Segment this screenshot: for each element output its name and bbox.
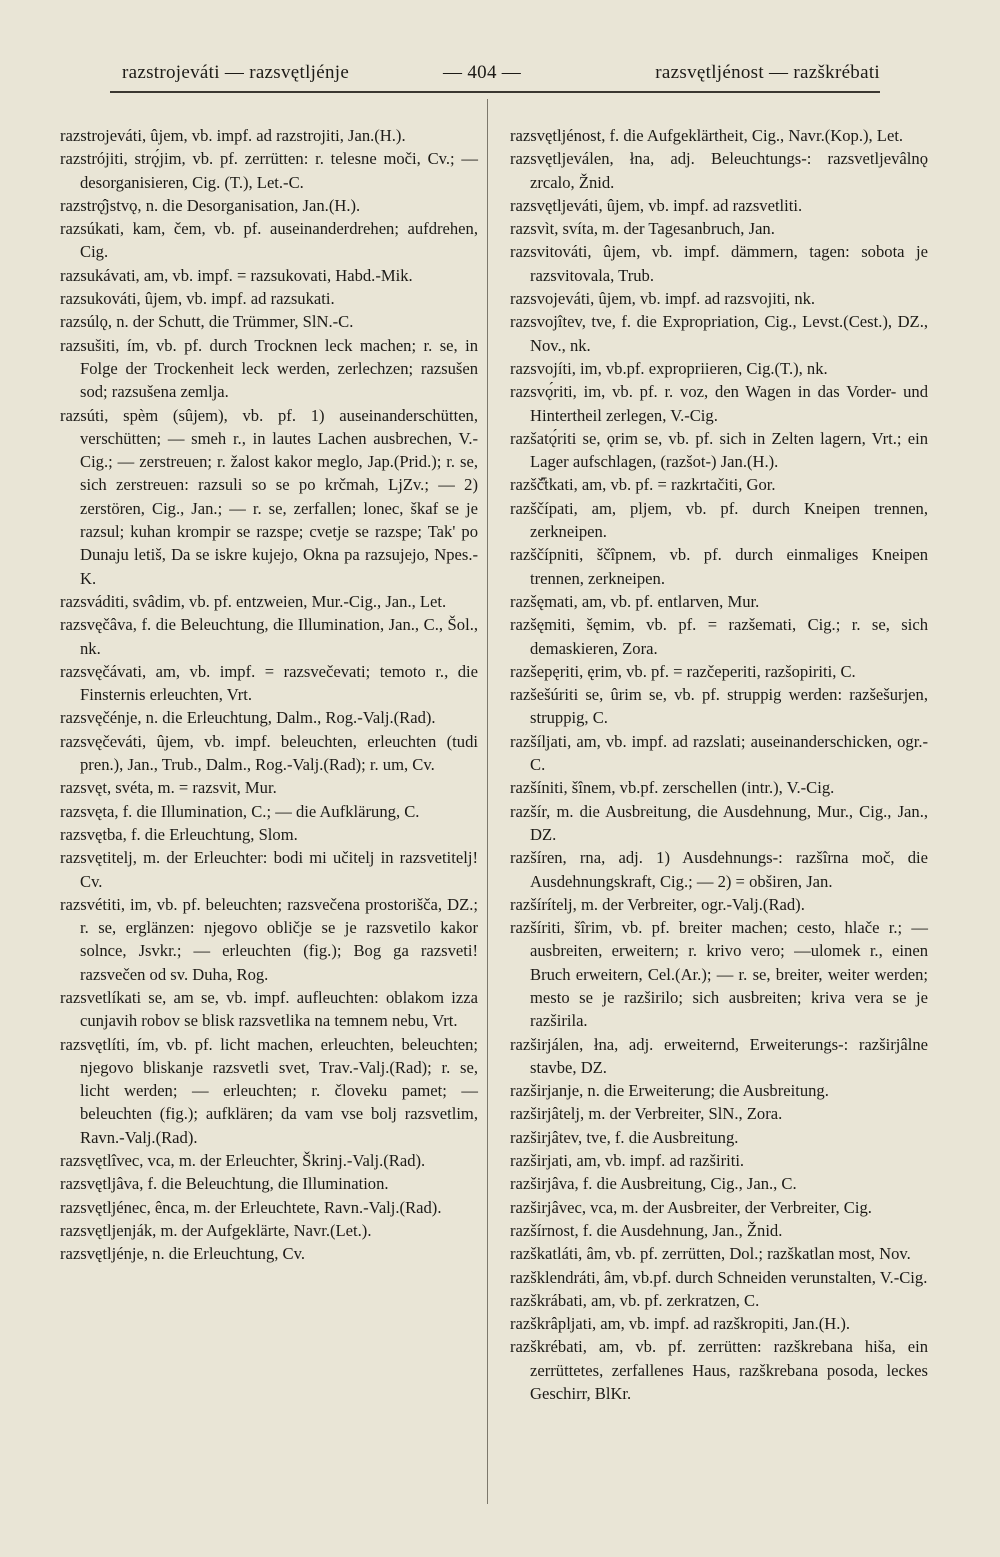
dictionary-entry: razšatǫ́riti se, ǫrim se, vb. pf. sich in Zelten lagern, Vrt.; ein Lager aufschlagen, (razšot-) Jan.(H.). — [510, 428, 928, 472]
column-divider — [487, 99, 488, 1504]
dictionary-entry: razsvojíti, im, vb.pf. expropriieren, Cig.(T.), nk. — [510, 358, 828, 378]
dictionary-entry: razstrojeváti, ûjem, vb. impf. ad razstrojiti, Jan.(H.). — [60, 126, 406, 145]
dictionary-entry: razsvojîtev, tve, f. die Expropriation, Cig., Levst.(Cest.), DZ., Nov., nk. — [510, 312, 928, 355]
dictionary-entry: razširjâtelj, m. der Verbreiter, SlN., Zora. — [510, 1104, 783, 1124]
dictionary-entry: razščípniti, ščîpnem, vb. pf. durch einmaliges Kneipen trennen, zerkneipen. — [510, 545, 928, 588]
page-header — [110, 58, 880, 92]
dictionary-entry: razsvętljâva, f. die Beleuchtung, die Illumination. — [60, 1174, 389, 1194]
dictionary-entry: razsušiti, ím, vb. pf. durch Trocknen leck machen; r. se, in Folge der Trockenheit leck werden, zerlechzen; razsušen sod; razsušena zemlja. — [60, 335, 478, 402]
dictionary-entry: razškrâpljati, am, vb. impf. ad razškropiti, Jan.(H.). — [510, 1314, 851, 1334]
dictionary-entry: razsvǫ́riti, im, vb. pf. r. voz, den Wagen in das Vorder- und Hintertheil zerlegen, V.-Cig. — [510, 382, 928, 425]
dictionary-entry: razšč꜠tkati, am, vb. pf. = razkrtačiti, Gor. — [510, 475, 776, 495]
dictionary-entry: razširjâva, f. die Ausbreitung, Cig., Jan., C. — [510, 1174, 797, 1194]
dictionary-entry: razsvętljeváti, ûjem, vb. impf. ad razsvetliti. — [510, 195, 803, 215]
dictionary-entry: razsvętljeválen, łna, adj. Beleuchtungs-: razsvetljevâlnǫ zrcalo, Žnid. — [510, 149, 928, 192]
dictionary-entry: razsvęčeváti, ûjem, vb. impf. beleuchten, erleuchten (tudi pren.), Jan., Trub., Dalm., Rog.-Valj.(Rad); r. um, Cv. — [60, 731, 478, 775]
dictionary-entry: razsúlǫ, n. der Schutt, die Trümmer, SlN.-C. — [60, 312, 354, 332]
dictionary-entry: razšepęriti, ęrim, vb. pf. = razčeperiti, razšopiriti, C. — [510, 661, 856, 681]
dictionary-entry: razširjâtev, tve, f. die Ausbreitung. — [510, 1127, 739, 1147]
dictionary-entry: razsvętljénje, n. die Erleuchtung, Cv. — [60, 1244, 305, 1264]
dictionary-entry: razstrǫ̂jstvǫ, n. die Desorganisation, Jan.(H.). — [60, 195, 361, 215]
dictionary-entry: razsváditi, svâdim, vb. pf. entzweien, Mur.-Cig., Jan., Let. — [60, 591, 447, 611]
dictionary-entry: razstrójiti, strǫ́jim, vb. pf. zerrütten: r. telesne moči, Cv.; — desorganisieren, Cig. (T.), Let.-C. — [60, 149, 478, 192]
dictionary-entry: razširjati, am, vb. impf. ad razširiti. — [510, 1151, 745, 1171]
dictionary-entry: razširjálen, łna, adj. erweiternd, Erweiterungs-: razširjâlne stavbe, DZ. — [510, 1034, 928, 1077]
dictionary-entry: razsvęt, svéta, m. = razsvit, Mur. — [60, 778, 277, 798]
dictionary-entry: razsvétiti, im, vb. pf. beleuchten; razsvečena prostorišča, DZ.; r. se, erglänzen: njegovo obličje se je razsvetilo kakor solnce, Jsvkr.; — erleuchten (fig.); Bog ga razsveti! razsvečen od sv. Duha, Rog. — [60, 894, 478, 984]
dictionary-entry: razširjanje, n. die Erweiterung; die Ausbreitung. — [510, 1081, 829, 1101]
dictionary-entry: razsvitováti, ûjem, vb. impf. dämmern, tagen: sobota je razsvitovala, Trub. — [510, 242, 928, 285]
dictionary-entry: razsvętba, f. die Erleuchtung, Slom. — [60, 824, 298, 844]
left-column — [60, 124, 478, 1266]
dictionary-entry: razščípati, am, pljem, vb. pf. durch Kneipen trennen, zerkneipen. — [510, 498, 928, 542]
dictionary-entry: razsvęčâva, f. die Beleuchtung, die Illumination, Jan., C., Šol., nk. — [60, 615, 478, 658]
dictionary-entry: razsvęčávati, am, vb. impf. = razsvečevati; temoto r., die Finsternis erleuchten, Vrt. — [60, 661, 478, 705]
dictionary-entry: razšíriti, šîrim, vb. pf. breiter machen; cesto, hlače r.; — ausbreiten, erweitern; r. krivo vero; —ulomek r., einen Bruch erweitern, Cel.(Ar.); — r. se, breiter, weiter werden; mesto se je razširilo; sich ausbreiten; kriva vera se je razširila. — [510, 918, 928, 1031]
dictionary-entry: razšírnost, f. die Ausdehnung, Jan., Žnid. — [510, 1220, 783, 1240]
header-right-guideword: razsvętljénost — razškrébati — [655, 62, 880, 83]
dictionary-entry: razškatláti, âm, vb. pf. zerrütten, Dol.; razškatlan most, Nov. — [510, 1244, 911, 1264]
dictionary-entry: razšešúriti se, ûrim se, vb. pf. struppig werden: razšešurjen, struppig, C. — [510, 685, 928, 728]
dictionary-entry: razsvęta, f. die Illumination, C.; — die Aufklärung, C. — [60, 801, 420, 821]
dictionary-entry: razsúti, spèm (sûjem), vb. pf. 1) auseinanderschütten, verschütten; — smeh r., in lautes Lachen ausbrechen, V.-Cig.; — zerstreuen; r. žalost kakor meglo, Jap.(Prid.); r. se, sich zerstreuen: razsuli so se po krčmah, LjZv.; — 2) zerstören, Cig., Jan.; — r. se, zerfallen; lonec, škaf se je razsul; kuhan krompir se razspe; cvetje se razspe; Tak' po Dunaju letiš, Da se iskre kujejo, Okna pa razsujejo, Npes.-K. — [60, 405, 478, 588]
dictionary-entry: razsvìt, svíta, m. der Tagesanbruch, Jan. — [510, 219, 775, 239]
dictionary-entry: razsvetlíkati se, am se, vb. impf. aufleuchten: oblakom izza cunjavih robov se blisk razsvetlika na temnem nebu, Vrt. — [60, 987, 478, 1031]
header-rule — [110, 91, 880, 93]
header-left-guideword: razstrojeváti — razsvętljénje — [122, 62, 350, 83]
dictionary-entry: razsukováti, ûjem, vb. impf. ad razsukati. — [60, 289, 335, 309]
dictionary-entry: razsukávati, am, vb. impf. = razsukovati, Habd.-Mik. — [60, 265, 413, 285]
dictionary-entry: razsvętljénec, ênca, m. der Erleuchtete, Ravn.-Valj.(Rad). — [60, 1197, 442, 1217]
dictionary-entry: razsúkati, kam, čem, vb. pf. auseinanderdrehen; aufdrehen, Cig. — [60, 219, 478, 262]
dictionary-entry: razsvętlîvec, vca, m. der Erleuchter, Škrinj.-Valj.(Rad). — [60, 1151, 426, 1171]
dictionary-entry: razšírítelj, m. der Verbreiter, ogr.-Valj.(Rad). — [510, 894, 805, 914]
dictionary-entry: razšír, m. die Ausbreitung, die Ausdehnung, Mur., Cig., Jan., DZ. — [510, 801, 928, 844]
dictionary-entry: razsvętljenják, m. der Aufgeklärte, Navr.(Let.). — [60, 1220, 372, 1240]
dictionary-entry: razšklendráti, âm, vb.pf. durch Schneiden verunstalten, V.-Cig. — [510, 1267, 928, 1287]
dictionary-entry: razširjâvec, vca, m. der Ausbreiter, der Verbreiter, Cig. — [510, 1197, 872, 1217]
dictionary-entry: razsvętlíti, ím, vb. pf. licht machen, erleuchten, beleuchten; njegovo bliskanje razsvetli svet, Trav.-Valj.(Rad); r. se, licht werden; — erleuchten; r. človeku pamet; — beleuchten (fig.); aufklären; da vam vse bolj razsvetlim, Ravn.-Valj.(Rad). — [60, 1034, 478, 1147]
dictionary-entry: razšíren, rna, adj. 1) Ausdehnungs-: razšîrna moč, die Ausdehnungskraft, Cig.; — 2) = obširen, Jan. — [510, 848, 928, 891]
dictionary-entry: razsvętljénost, f. die Aufgeklärtheit, Cig., Navr.(Kop.), Let. — [510, 126, 904, 145]
dictionary-entry: razškrábati, am, vb. pf. zerkratzen, C. — [510, 1290, 760, 1310]
dictionary-entry: razšęmati, am, vb. pf. entlarven, Mur. — [510, 591, 760, 611]
dictionary-entry: razšíljati, am, vb. impf. ad razslati; auseinanderschicken, ogr.-C. — [510, 731, 928, 775]
page-number: — 404 — — [443, 62, 522, 83]
dictionary-entry: razškrébati, am, vb. pf. zerrütten: razškrebana hiša, ein zerrüttetes, zerfallenes Haus, razškrebana posoda, leckes Geschirr, BlKr. — [510, 1337, 928, 1404]
dictionary-entry: razšęmiti, šęmim, vb. pf. = razšemati, Cig.; r. se, sich demaskieren, Zora. — [510, 615, 928, 658]
dictionary-entry: razsvętitelj, m. der Erleuchter: bodi mi učitelj in razsvetitelj! Cv. — [60, 848, 478, 891]
right-column — [510, 124, 928, 1405]
dictionary-entry: razsvojeváti, ûjem, vb. impf. ad razsvojiti, nk. — [510, 289, 816, 309]
dictionary-entry: razšíniti, šînem, vb.pf. zerschellen (intr.), V.-Cig. — [510, 778, 835, 798]
dictionary-entry: razsvęčénje, n. die Erleuchtung, Dalm., Rog.-Valj.(Rad). — [60, 708, 436, 728]
